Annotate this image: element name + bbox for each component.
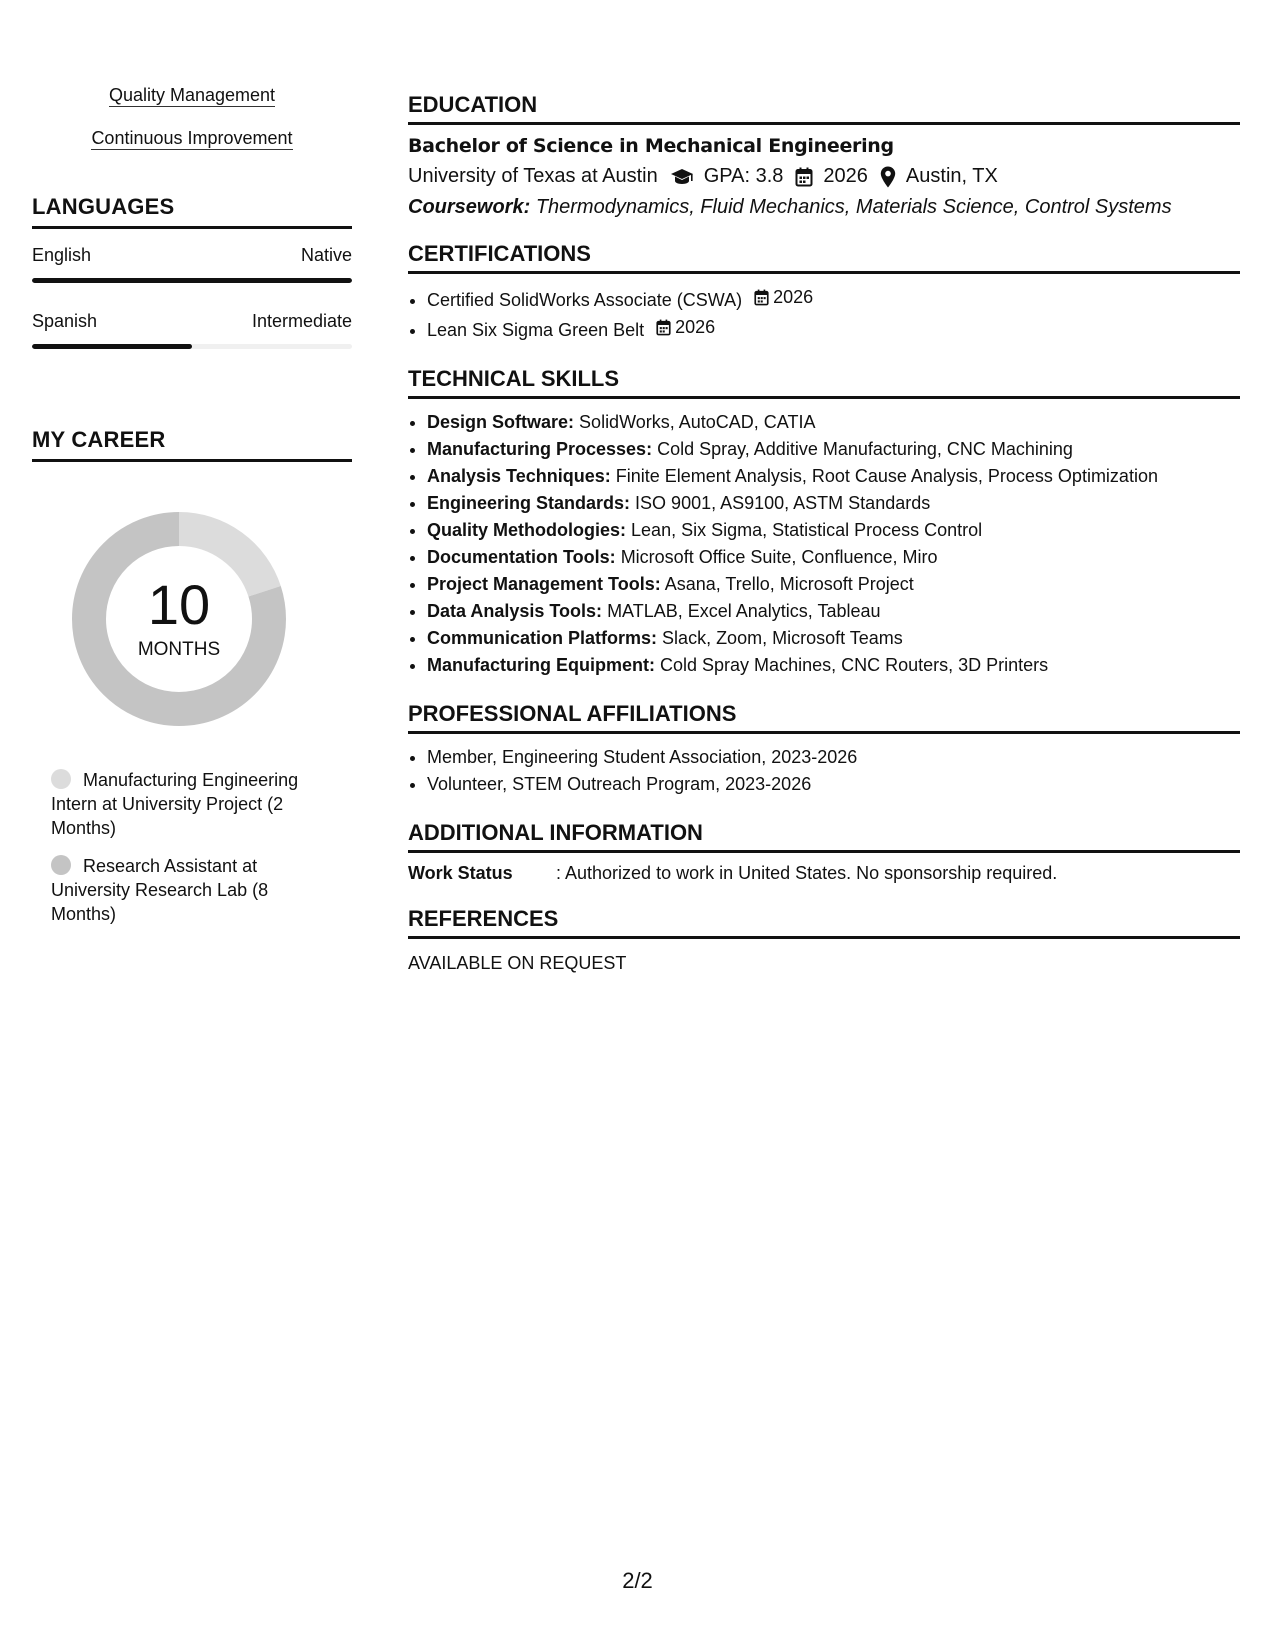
skill-label: Project Management Tools: bbox=[427, 574, 661, 594]
language-item bbox=[32, 245, 352, 283]
work-status-value: : Authorized to work in United States. No sponsorship required. bbox=[556, 863, 1058, 883]
skill-value: Cold Spray Machines, CNC Routers, 3D Printers bbox=[660, 655, 1049, 675]
certification-name: Lean Six Sigma Green Belt bbox=[427, 320, 645, 340]
skill-label: Manufacturing Equipment: bbox=[427, 655, 655, 675]
certification-item bbox=[427, 284, 1240, 314]
skill-value: Cold Spray, Additive Manufacturing, CNC Machining bbox=[657, 439, 1073, 459]
language-level: Native bbox=[300, 245, 352, 265]
donut-center bbox=[66, 506, 292, 732]
skill-tag: Quality Management bbox=[108, 85, 276, 105]
additional-info-heading: ADDITIONAL INFORMATION bbox=[408, 820, 1240, 853]
technical-skills-section bbox=[408, 366, 1240, 679]
work-status-label: Work Status bbox=[408, 863, 513, 883]
proficiency-bar-fill bbox=[32, 344, 192, 349]
skill-item bbox=[427, 436, 1240, 463]
skill-label: Analysis Techniques: bbox=[427, 466, 611, 486]
references-heading: REFERENCES bbox=[408, 906, 1240, 939]
skill-value: Finite Element Analysis, Root Cause Analysis, Process Optimization bbox=[615, 466, 1158, 486]
skill-label: Engineering Standards: bbox=[427, 493, 631, 513]
skill-label: Data Analysis Tools: bbox=[427, 601, 603, 621]
career-item-text: Manufacturing Engineering Intern at University Project (2 Months) bbox=[51, 770, 299, 838]
certification-year: 2026 bbox=[675, 317, 716, 337]
degree-title: Bachelor of Science in Mechanical Engineering bbox=[408, 135, 894, 157]
skill-item bbox=[427, 409, 1240, 436]
education-section bbox=[408, 92, 1240, 219]
career-total-unit: MONTHS bbox=[137, 639, 221, 660]
career-total-number: 10 bbox=[147, 573, 211, 636]
skill-tag: Continuous Improvement bbox=[91, 128, 293, 148]
skill-item bbox=[427, 625, 1240, 652]
skill-tags bbox=[32, 86, 352, 172]
legend-dot bbox=[51, 769, 71, 789]
proficiency-bar bbox=[32, 344, 352, 349]
proficiency-bar-fill bbox=[32, 278, 352, 283]
additional-info-section bbox=[408, 820, 1240, 884]
skill-value: ISO 9001, AS9100, ASTM Standards bbox=[635, 493, 931, 513]
proficiency-bar bbox=[32, 278, 352, 283]
certification-item bbox=[427, 314, 1240, 344]
skill-value: Lean, Six Sigma, Statistical Process Control bbox=[631, 520, 983, 540]
skill-label: Quality Methodologies: bbox=[427, 520, 627, 540]
location-pin-icon bbox=[880, 166, 896, 188]
school-name: University of Texas at Austin bbox=[408, 165, 658, 187]
work-status bbox=[408, 863, 1240, 884]
left-column bbox=[32, 86, 352, 940]
affiliations-section bbox=[408, 701, 1240, 798]
language-level: Intermediate bbox=[251, 311, 352, 331]
graduation-year: 2026 bbox=[823, 165, 868, 187]
school-location: Austin, TX bbox=[905, 165, 998, 187]
language-item bbox=[32, 311, 352, 349]
technical-skills-list bbox=[408, 409, 1240, 679]
skill-item bbox=[427, 463, 1240, 490]
calendar-icon bbox=[795, 167, 813, 187]
skill-label: Design Software: bbox=[427, 412, 575, 432]
skill-value: MATLAB, Excel Analytics, Tableau bbox=[607, 601, 881, 621]
legend-dot bbox=[51, 855, 71, 875]
references-section bbox=[408, 906, 1240, 974]
skill-item bbox=[427, 598, 1240, 625]
skill-value: SolidWorks, AutoCAD, CATIA bbox=[579, 412, 816, 432]
skill-item bbox=[427, 571, 1240, 598]
languages-heading: LANGUAGES bbox=[32, 194, 352, 229]
gpa: GPA: 3.8 bbox=[703, 165, 784, 187]
career-item-text: Research Assistant at University Research Lab (8 Months) bbox=[51, 856, 269, 924]
education-meta bbox=[408, 165, 1240, 188]
page-number: 2/2 bbox=[622, 1568, 653, 1593]
skill-value: Asana, Trello, Microsoft Project bbox=[664, 574, 914, 594]
affiliation-item: • Member, Engineering Student Association, 2023-2026 bbox=[427, 744, 1240, 771]
certifications-section bbox=[408, 241, 1240, 344]
references-text: AVAILABLE ON REQUEST bbox=[408, 953, 627, 973]
skill-value: Microsoft Office Suite, Confluence, Miro bbox=[620, 547, 938, 567]
career-heading: MY CAREER bbox=[32, 427, 352, 462]
coursework bbox=[408, 196, 1240, 219]
skill-label: Documentation Tools: bbox=[427, 547, 616, 567]
skill-label: Communication Platforms: bbox=[427, 628, 658, 648]
affiliations-list bbox=[408, 744, 1240, 798]
skill-item bbox=[427, 652, 1240, 679]
right-column bbox=[408, 92, 1240, 974]
certifications-heading: CERTIFICATIONS bbox=[408, 241, 1240, 274]
career-list bbox=[51, 768, 321, 926]
language-name: Spanish bbox=[32, 311, 98, 331]
technical-skills-heading: TECHNICAL SKILLS bbox=[408, 366, 1240, 399]
affiliation-item: • Volunteer, STEM Outreach Program, 2023-2026 bbox=[427, 771, 1240, 798]
career-item bbox=[51, 768, 321, 840]
career-item bbox=[51, 854, 321, 926]
language-name: English bbox=[32, 245, 92, 265]
skill-value: Slack, Zoom, Microsoft Teams bbox=[662, 628, 903, 648]
education-heading: EDUCATION bbox=[408, 92, 1240, 125]
certification-name: Certified SolidWorks Associate (CSWA) bbox=[427, 290, 743, 310]
affiliations-heading: PROFESSIONAL AFFILIATIONS bbox=[408, 701, 1240, 734]
calendar-icon bbox=[754, 289, 769, 306]
skill-item bbox=[427, 544, 1240, 571]
coursework-label: Coursework: bbox=[408, 196, 531, 218]
career-donut-chart bbox=[66, 506, 292, 732]
calendar-icon bbox=[656, 319, 671, 336]
graduation-cap-icon bbox=[670, 168, 694, 186]
coursework-list: Thermodynamics, Fluid Mechanics, Materials Science, Control Systems bbox=[535, 196, 1172, 218]
certification-year: 2026 bbox=[773, 287, 814, 307]
skill-item bbox=[427, 490, 1240, 517]
certifications-list bbox=[408, 284, 1240, 344]
skill-item bbox=[427, 517, 1240, 544]
skill-label: Manufacturing Processes: bbox=[427, 439, 653, 459]
